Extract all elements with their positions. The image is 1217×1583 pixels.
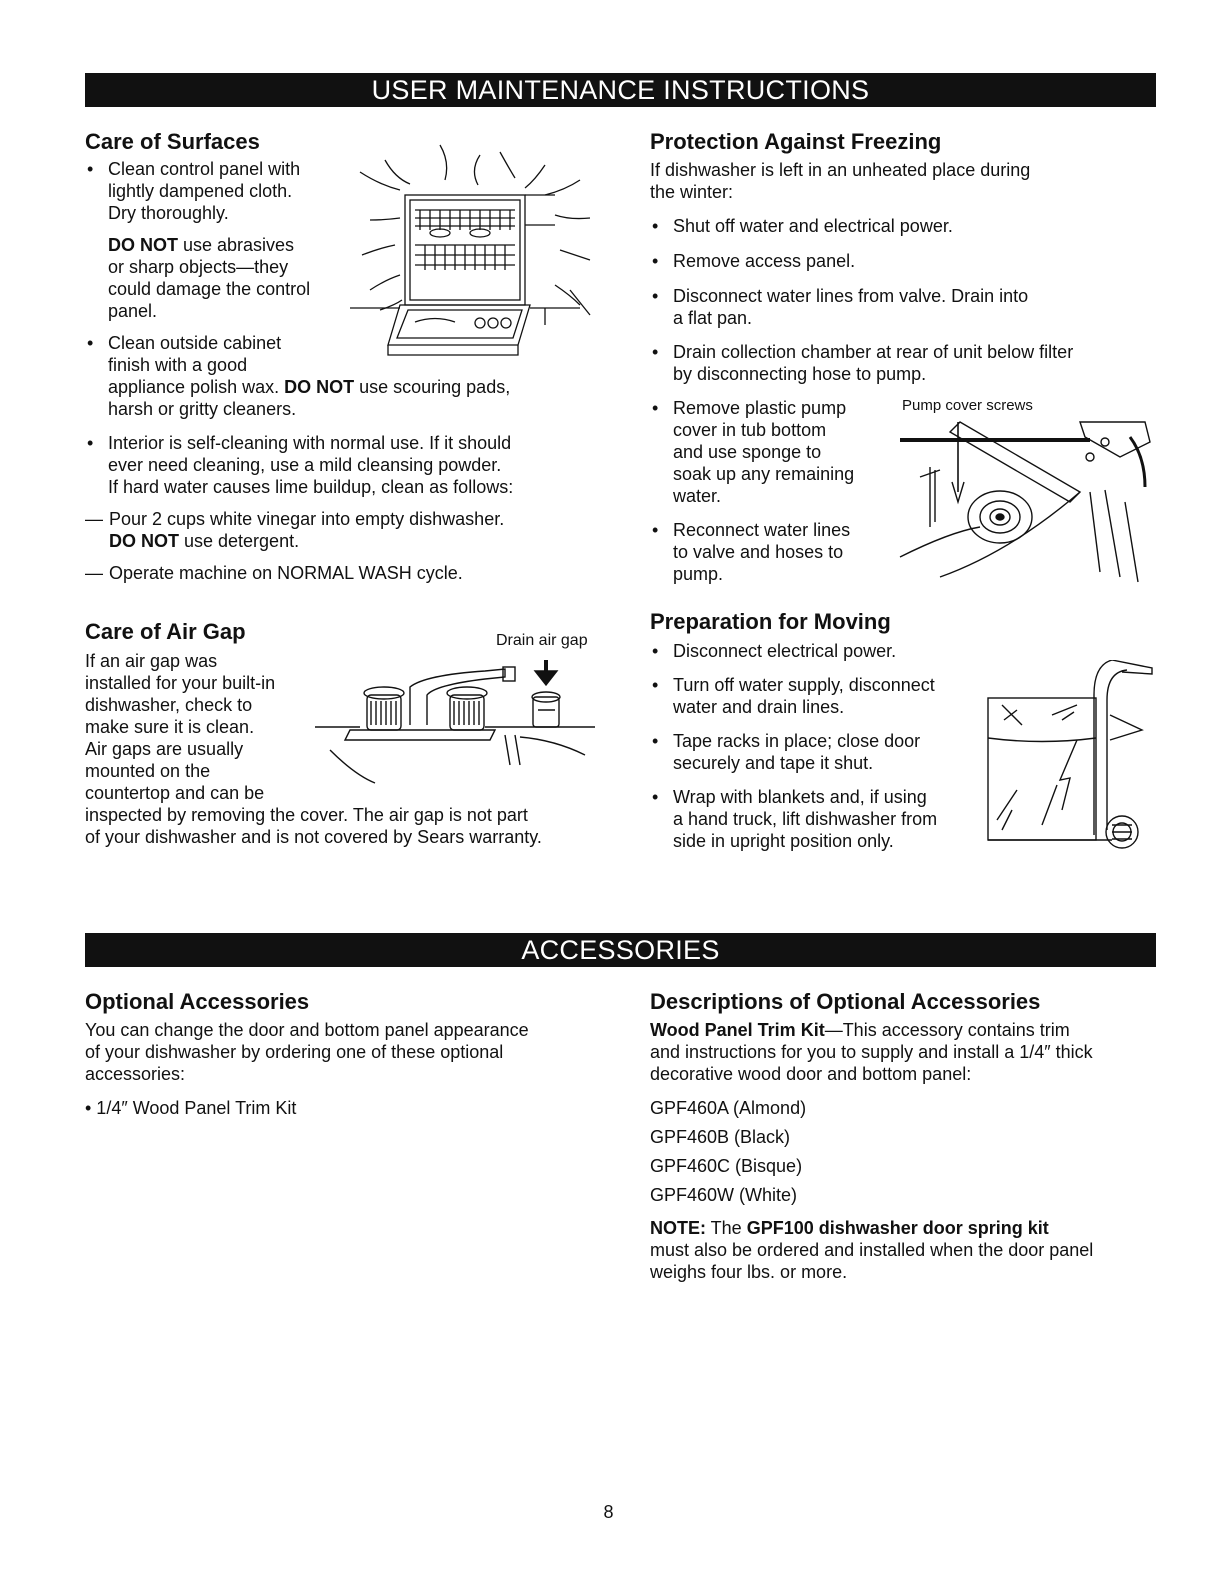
text-line: harsh or gritty cleaners. xyxy=(108,399,297,419)
text-span: —This accessory contains trim xyxy=(824,1020,1070,1040)
text-line: • Disconnect water lines from valve. Drain into xyxy=(673,286,1029,306)
dash-operate-normal-wash xyxy=(85,562,605,584)
preparation-for-moving-heading: Preparation for Moving xyxy=(650,609,891,634)
hand-truck-illustration xyxy=(982,660,1157,855)
drain-air-gap-caption: Drain air gap xyxy=(496,632,588,649)
text-line: If dishwasher is left in an unheated place during xyxy=(650,160,1031,180)
text-line: dishwasher, check to xyxy=(85,695,253,715)
text-line: or sharp objects—they xyxy=(108,257,289,277)
text-line: side in upright position only. xyxy=(673,831,894,851)
bullet-disconnect-water-lines xyxy=(650,285,1160,329)
dishwasher-illustration xyxy=(340,140,605,365)
text-line: • Clean outside cabinet xyxy=(108,333,282,353)
bullet-drain-collection-chamber xyxy=(650,341,1160,385)
bullet-shut-off-water xyxy=(650,215,1160,237)
text-line: accessories: xyxy=(85,1064,186,1084)
air-gap-illustration xyxy=(305,655,600,795)
model-item: GPF460B (Black) xyxy=(650,1127,791,1147)
care-of-surfaces-heading: Care of Surfaces xyxy=(85,129,260,154)
note-label: NOTE: xyxy=(650,1218,706,1238)
text-line: • Interior is self-cleaning with normal use. If it should xyxy=(108,433,512,453)
text-line xyxy=(108,376,605,398)
descriptions-section xyxy=(650,988,1160,1283)
bullet-interior-self-cleaning xyxy=(85,432,605,498)
text-line: cover in tub bottom xyxy=(673,420,827,440)
optional-accessories-section xyxy=(85,988,615,1119)
text-line: mounted on the xyxy=(85,761,211,781)
text-line: • Wrap with blankets and, if using xyxy=(673,787,927,807)
text-line: • Shut off water and electrical power. xyxy=(673,216,953,236)
text-line: • Clean control panel with xyxy=(108,159,301,179)
text-line: a flat pan. xyxy=(673,308,753,328)
bullet-remove-access-panel xyxy=(650,250,1160,272)
text-line: panel. xyxy=(108,301,158,321)
text-line: installed for your built-in xyxy=(85,673,276,693)
kit-name: Wood Panel Trim Kit xyxy=(650,1020,825,1040)
model-item: GPF460W (White) xyxy=(650,1185,798,1205)
text-line: • Reconnect water lines xyxy=(673,520,851,540)
model-item: GPF460A (Almond) xyxy=(650,1098,807,1118)
text-line: by disconnecting hose to pump. xyxy=(673,364,927,384)
text-line: pump. xyxy=(673,564,724,584)
text-line: securely and tape it shut. xyxy=(673,753,874,773)
text-span: use abrasives xyxy=(178,235,295,255)
text-line: a hand truck, lift dishwasher from xyxy=(673,809,938,829)
text-line: finish with a good xyxy=(108,355,248,375)
text-line: ever need cleaning, use a mild cleansing powder. xyxy=(108,455,502,475)
text-line: • Drain collection chamber at rear of unit below filter xyxy=(673,342,1074,362)
protection-against-freezing-heading: Protection Against Freezing xyxy=(650,129,942,154)
text-span: The xyxy=(706,1218,747,1238)
text-line: Dry thoroughly. xyxy=(108,203,229,223)
text-line: — Operate machine on NORMAL WASH cycle. xyxy=(109,563,463,583)
text-line: • Tape racks in place; close door xyxy=(673,731,921,751)
text-line: inspected by removing the cover. The air gap is not part xyxy=(85,805,528,825)
text-span: appliance polish wax. xyxy=(108,377,285,397)
text-line: to valve and hoses to xyxy=(673,542,844,562)
spring-kit-name: GPF100 dishwasher door spring kit xyxy=(746,1218,1049,1238)
note-line xyxy=(650,1217,1160,1239)
page-number: 8 xyxy=(603,1502,614,1522)
maintenance-banner: USER MAINTENANCE INSTRUCTIONS xyxy=(85,73,1156,107)
do-not-label: DO NOT xyxy=(108,235,178,255)
text-line: lightly dampened cloth. xyxy=(108,181,293,201)
text-line: water. xyxy=(673,486,722,506)
text-line: of your dishwasher and is not covered by Sears warranty. xyxy=(85,827,542,847)
text-line: • Remove access panel. xyxy=(673,251,856,271)
do-not-label: DO NOT xyxy=(284,377,355,397)
pump-illustration xyxy=(890,412,1160,587)
text-line: — Pour 2 cups white vinegar into empty dishwasher. xyxy=(109,509,505,529)
text-line: • Remove plastic pump xyxy=(673,398,847,418)
text-line xyxy=(650,1019,1160,1041)
text-line: water and drain lines. xyxy=(673,697,845,717)
text-line: soak up any remaining xyxy=(673,464,855,484)
text-line: of your dishwasher by ordering one of these optional xyxy=(85,1042,504,1062)
text-line: Air gaps are usually xyxy=(85,739,244,759)
text-line xyxy=(109,530,605,552)
care-of-air-gap-heading: Care of Air Gap xyxy=(85,619,246,644)
text-line: weighs four lbs. or more. xyxy=(650,1262,848,1282)
text-line: • Turn off water supply, disconnect xyxy=(673,675,935,695)
text-line: • Disconnect electrical power. xyxy=(673,641,897,661)
text-line: and use sponge to xyxy=(673,442,822,462)
descriptions-heading: Descriptions of Optional Accessories xyxy=(650,989,1041,1014)
optional-accessories-heading: Optional Accessories xyxy=(85,989,310,1014)
text-span: use scouring pads, xyxy=(354,377,511,397)
text-line: must also be ordered and installed when the door panel xyxy=(650,1240,1094,1260)
accessory-item: • 1/4″ Wood Panel Trim Kit xyxy=(85,1098,297,1118)
text-line: You can change the door and bottom panel appearance xyxy=(85,1020,529,1040)
model-item: GPF460C (Bisque) xyxy=(650,1156,803,1176)
text-line: If hard water causes lime buildup, clean as follows: xyxy=(108,477,514,497)
do-not-label: DO NOT xyxy=(109,531,179,551)
text-line: make sure it is clean. xyxy=(85,717,255,737)
accessories-banner: ACCESSORIES xyxy=(85,933,1156,967)
bullet-disconnect-electrical-power xyxy=(650,640,1160,662)
text-span: use detergent. xyxy=(179,531,300,551)
text-line: and instructions for you to supply and install a 1/4″ thick xyxy=(650,1042,1093,1062)
text-line: the winter: xyxy=(650,182,734,202)
dash-pour-vinegar xyxy=(85,508,605,552)
text-line: countertop and can be xyxy=(85,783,265,803)
text-line: If an air gap was xyxy=(85,651,218,671)
text-line: could damage the control xyxy=(108,279,311,299)
pump-cover-screws-caption: Pump cover screws xyxy=(902,397,1033,414)
text-line: decorative wood door and bottom panel: xyxy=(650,1064,972,1084)
